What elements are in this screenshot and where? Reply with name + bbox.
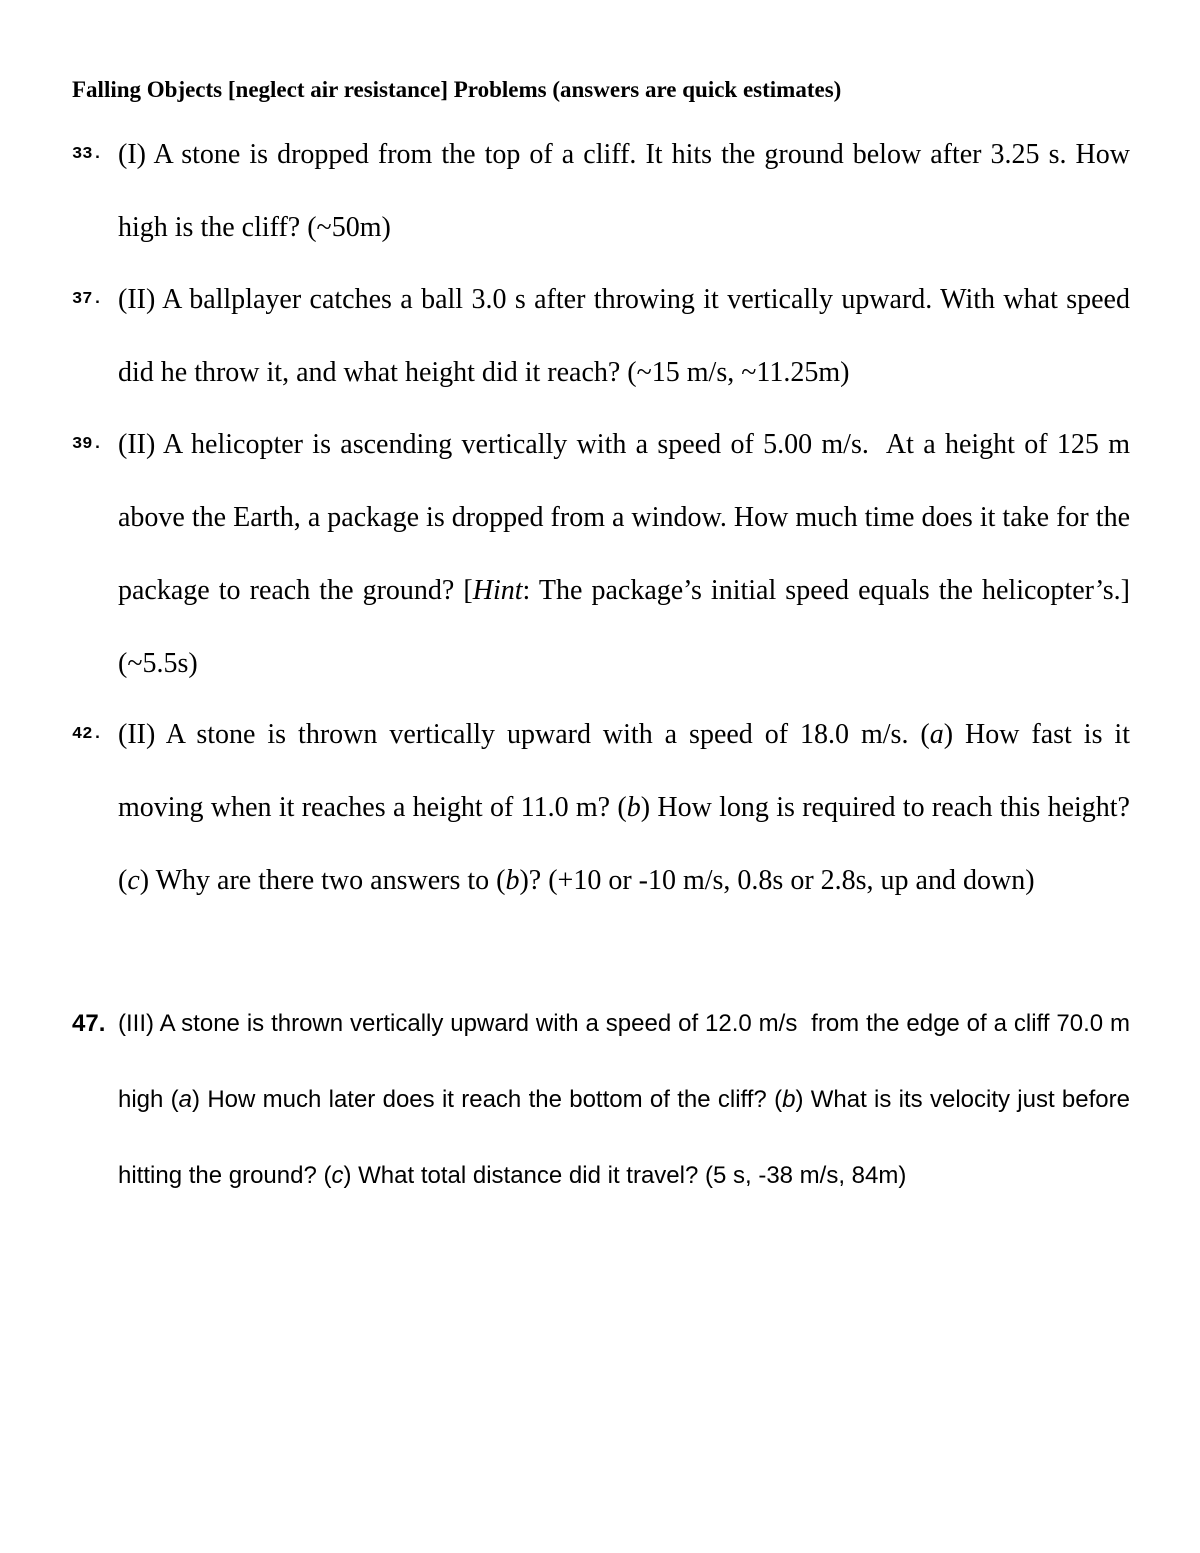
- problem-text-segment: ) What total distance did it travel? (5 s, -38 m/s, 84m): [343, 1162, 907, 1189]
- part-label: b: [626, 792, 641, 823]
- problem-text: [118, 408, 1137, 700]
- problem-text-segment: (II) A stone is thrown vertically upward with a speed of 18.0 m/s. (: [118, 719, 930, 750]
- problem-39: [72, 408, 1137, 700]
- problem-42: [72, 698, 1137, 917]
- problem-number: 47.: [72, 1010, 106, 1037]
- problem-text-segment: (I) A stone is dropped from the top of a cliff. It hits the ground below after 3.25 s. How high is the cliff? (~50m): [118, 139, 1137, 243]
- problem-text: [118, 698, 1137, 917]
- problem-text-segment: (III) A stone is thrown vertically upward with a speed of 12.0 m/s from the edge of a cliff 70.0 m high (: [118, 1010, 1137, 1113]
- problem-text-segment: )? (+10 or -10 m/s, 0.8s or 2.8s, up and down): [519, 865, 1035, 896]
- problem-text-segment: ) Why are there two answers to (: [139, 865, 506, 896]
- part-label: c: [331, 1162, 344, 1189]
- problem-text-segment: (II) A helicopter is ascending vertically with a speed of 5.00 m/s. At a height of 125 m above the Earth, a package is dropped from a window. How much time does it take for the package to reach the ground? [: [118, 429, 1137, 606]
- part-label: b: [505, 865, 520, 896]
- problem-text-segment: : The package’s initial speed equals the helicopter’s.] (~5.5s): [118, 575, 1137, 679]
- problem-47: [72, 986, 1137, 1214]
- problem-text: [118, 118, 1137, 264]
- problem-37: [72, 263, 1137, 409]
- document-title: Falling Objects [neglect air resistance] Problems (answers are quick estimates): [72, 77, 842, 102]
- problem-number: 33.: [72, 145, 103, 164]
- hint-label: Hint: [472, 575, 523, 606]
- problem-33: [72, 118, 1137, 264]
- problem-number: 42.: [72, 725, 103, 744]
- problem-text: [118, 986, 1137, 1214]
- problem-number: 39.: [72, 435, 103, 454]
- problem-text-segment: ) How much later does it reach the bottom of the cliff? (: [192, 1086, 783, 1113]
- problem-text-segment: ) How fast is it moving when it reaches a height of 11.0 m? (: [118, 719, 1137, 823]
- problem-number: 37.: [72, 290, 103, 309]
- part-label: a: [178, 1086, 193, 1113]
- part-label: a: [929, 719, 944, 750]
- problem-text-segment: (II) A ballplayer catches a ball 3.0 s after throwing it vertically upward. With what speed did he throw it, and what height did it reach? (~15 m/s, ~11.25m): [118, 284, 1137, 388]
- problem-text-segment: ) What is its velocity just before hitting the ground? (: [118, 1086, 1137, 1189]
- part-label: b: [782, 1086, 796, 1113]
- part-label: c: [127, 865, 140, 896]
- problem-text: [118, 263, 1137, 409]
- problem-text-segment: ) How long is required to reach this height? (: [118, 792, 1137, 896]
